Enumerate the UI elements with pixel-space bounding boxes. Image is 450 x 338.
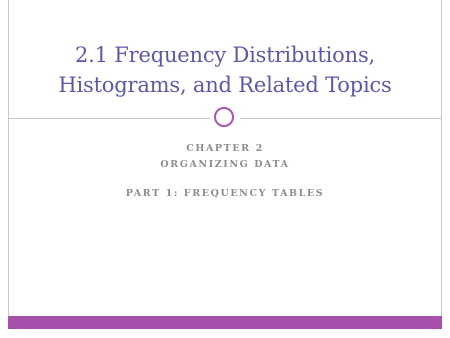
circle-ornament-icon — [214, 107, 234, 127]
subtitle-topic: ORGANIZING DATA — [160, 159, 290, 170]
subtitle-chapter: CHAPTER 2 — [186, 143, 264, 154]
title-line-1: 2.1 Frequency Distributions, — [75, 43, 375, 67]
divider-left — [8, 118, 210, 119]
bottom-accent-bar — [8, 316, 442, 329]
divider-right — [240, 118, 442, 119]
subtitle-part: PART 1: FREQUENCY TABLES — [125, 188, 325, 199]
slide-title — [8, 40, 442, 100]
title-line-2: Histograms, and Related Topics — [58, 73, 392, 97]
